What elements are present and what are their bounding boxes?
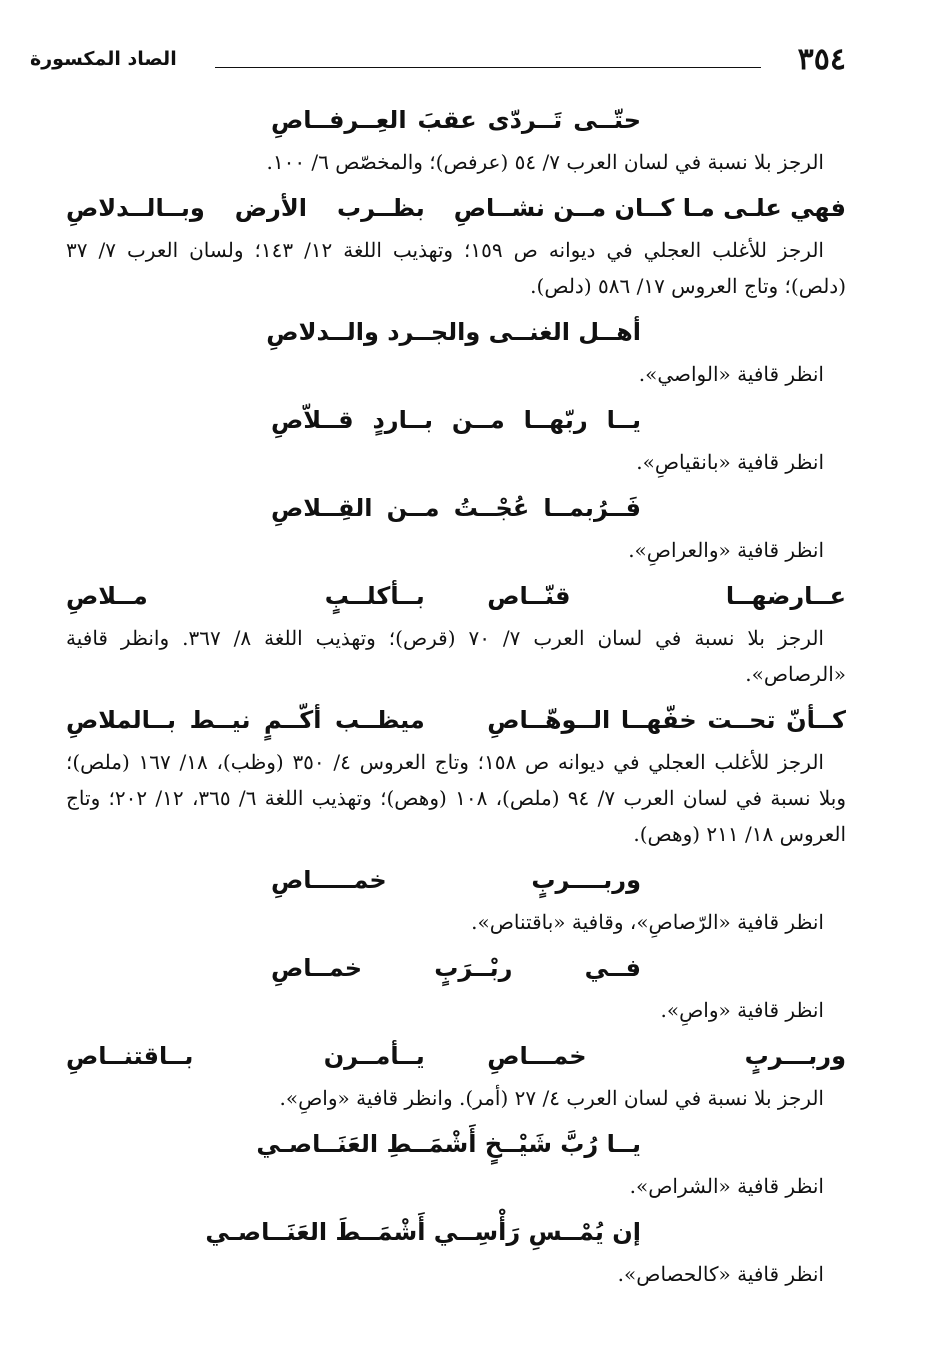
verse-line: إن يُمْــسِ رَأْسِــي أَشْمَــطَ العَنَــاصـي xyxy=(205,1218,641,1246)
verse-note: الرجز للأغلب العجلي في ديوانه ص ١٥٩؛ وتهذيب اللغة ١٢/ ١٤٣؛ ولسان العرب ٧/ ٣٧ (دلص)؛ وتاج العروس ١٧/ ٥٨٦ (دلص). xyxy=(66,238,846,298)
verse-hemistich-first: وربـــربٍ خمـــاصِ xyxy=(487,1042,846,1070)
verse-note: انظر قافية «والعراصِ». xyxy=(628,538,824,562)
verse-line: فــي ربْــرَبٍ خمــاصِ xyxy=(271,954,641,982)
verse-couplet xyxy=(66,184,846,232)
verse-hemistich-first: عــارضهــا قنّــاص xyxy=(487,582,846,610)
verse-note: انظر قافية «كالحصاص». xyxy=(617,1262,824,1286)
verse-hemistich-second: ميظــب أكّــمٍ نيــط بــالملاصِ xyxy=(66,706,425,734)
verse-hemistich-second: يــأمــرن بــاقتنــاصِ xyxy=(66,1042,425,1070)
verse-hemistich-second: بظــرب الأرض وبــالــدلاصِ xyxy=(66,194,425,222)
verse-line: يــا رُبَّ شَيْــخٍ أَشْمَــطِ العَنَــاصـي xyxy=(256,1130,641,1158)
verse-line: فَــرُبمــا عُجْــتُ مــن القِــلاصِ xyxy=(271,494,641,522)
verse-couplet xyxy=(66,1032,846,1080)
header-rule xyxy=(215,67,761,68)
verse-line: وربــــربٍ خمـــــاصِ xyxy=(271,866,641,894)
verse-note: انظر قافية «الواصي». xyxy=(638,362,824,386)
verse-couplet xyxy=(66,696,846,744)
verse-line: حتّــى تَــردّى عقبَ العِــرفــاصِ xyxy=(271,106,641,134)
verse-line: يــا ربّهــا مــن بــاردٍ قــلاّصِ xyxy=(271,406,641,434)
verse-note: الرجز بلا نسبة في لسان العرب ٧/ ٧٠ (قرص)؛ وتهذيب اللغة ٨/ ٣٦٧. وانظر قافية «الرصاص». xyxy=(66,626,846,686)
verse-hemistich-first: فهي علـى مـا كــان مــن نشــاصِ xyxy=(453,194,846,222)
verse-hemistich-first: كــأنّ تحــت خفّهــا الــوهّــاصِ xyxy=(487,706,846,734)
verse-line: أهــل الغنــى والجــرد والــدلاصِ xyxy=(266,318,641,346)
verse-note: الرجز بلا نسبة في لسان العرب ٤/ ٢٧ (أمر). وانظر قافية «واصِ». xyxy=(279,1086,824,1110)
verse-note: انظر قافية «الشراص». xyxy=(629,1174,824,1198)
verse-note: الرجز للأغلب العجلي في ديوانه ص ١٥٨؛ وتاج العروس ٤/ ٣٥٠ (وظب)، ١٨/ ١٦٧ (ملص)؛ وبلا نسبة في لسان العرب ٧/ ٩٤ (ملص)، ١٠٨ (وهص)؛ وتهذيب اللغة ٦/ ٣٦٥، ١٢/ ٢٠٢؛ وتاج العروس ١٨/ ٢١١ (وهص). xyxy=(66,750,846,846)
verse-note: الرجز بلا نسبة في لسان العرب ٧/ ٥٤ (عرفص)؛ والمخصّص ٦/ ١٠٠. xyxy=(266,150,824,174)
page-header xyxy=(30,40,846,80)
verse-note: انظر قافية «واصِ». xyxy=(660,998,824,1022)
running-title: الصاد المكسورة xyxy=(30,48,177,70)
verse-note: انظر قافية «بانقياصِ». xyxy=(636,450,824,474)
verse-note: انظر قافية «الرّصاصِ»، وقافية «باقتناص». xyxy=(471,910,824,934)
page-number: ٣٥٤ xyxy=(797,42,846,77)
verse-hemistich-second: بــأكلــبٍ مــلاصِ xyxy=(66,582,425,610)
verse-couplet xyxy=(66,572,846,620)
page-content xyxy=(66,92,846,1296)
